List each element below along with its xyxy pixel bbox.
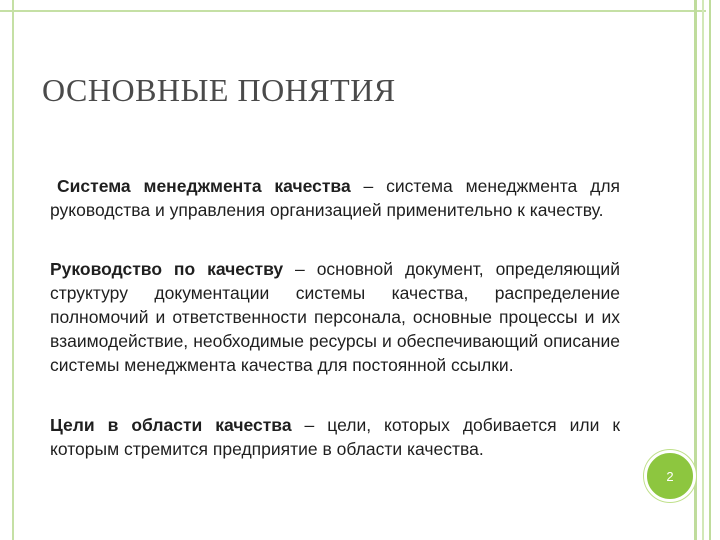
- definition-term: Цели в области качества: [50, 415, 292, 435]
- definition-text: – основной документ, определяющий структуру документации системы качества, распределение полномочий и ответственности персонала, основные процессы и их взаимодействие, необходимые ресурсы и обеспечивающий описание системы менеджмента качества для постоянной ссылки.: [50, 259, 620, 375]
- definition-paragraph: [50, 257, 620, 377]
- top-border-line: [0, 10, 706, 12]
- definition-text: – система менеджмента для руководства и управления организацией применительно к качеству.: [50, 176, 620, 220]
- slide-title: ОСНОВНЫЕ ПОНЯТИЯ: [42, 72, 396, 108]
- definition-text: – цели, которых добивается или к которым стремится предприятие в области качества.: [50, 415, 620, 459]
- definition-paragraph: [50, 413, 620, 461]
- definition-term: Руководство по качеству: [50, 259, 284, 279]
- page-number-badge: 2: [644, 450, 696, 502]
- definition-term: Система менеджмента качества: [57, 176, 351, 196]
- right-border-line: [702, 0, 704, 540]
- right-border-line: [694, 0, 697, 540]
- definition-paragraph: [50, 174, 620, 222]
- right-border-line: [709, 0, 711, 540]
- left-border-line: [12, 0, 14, 540]
